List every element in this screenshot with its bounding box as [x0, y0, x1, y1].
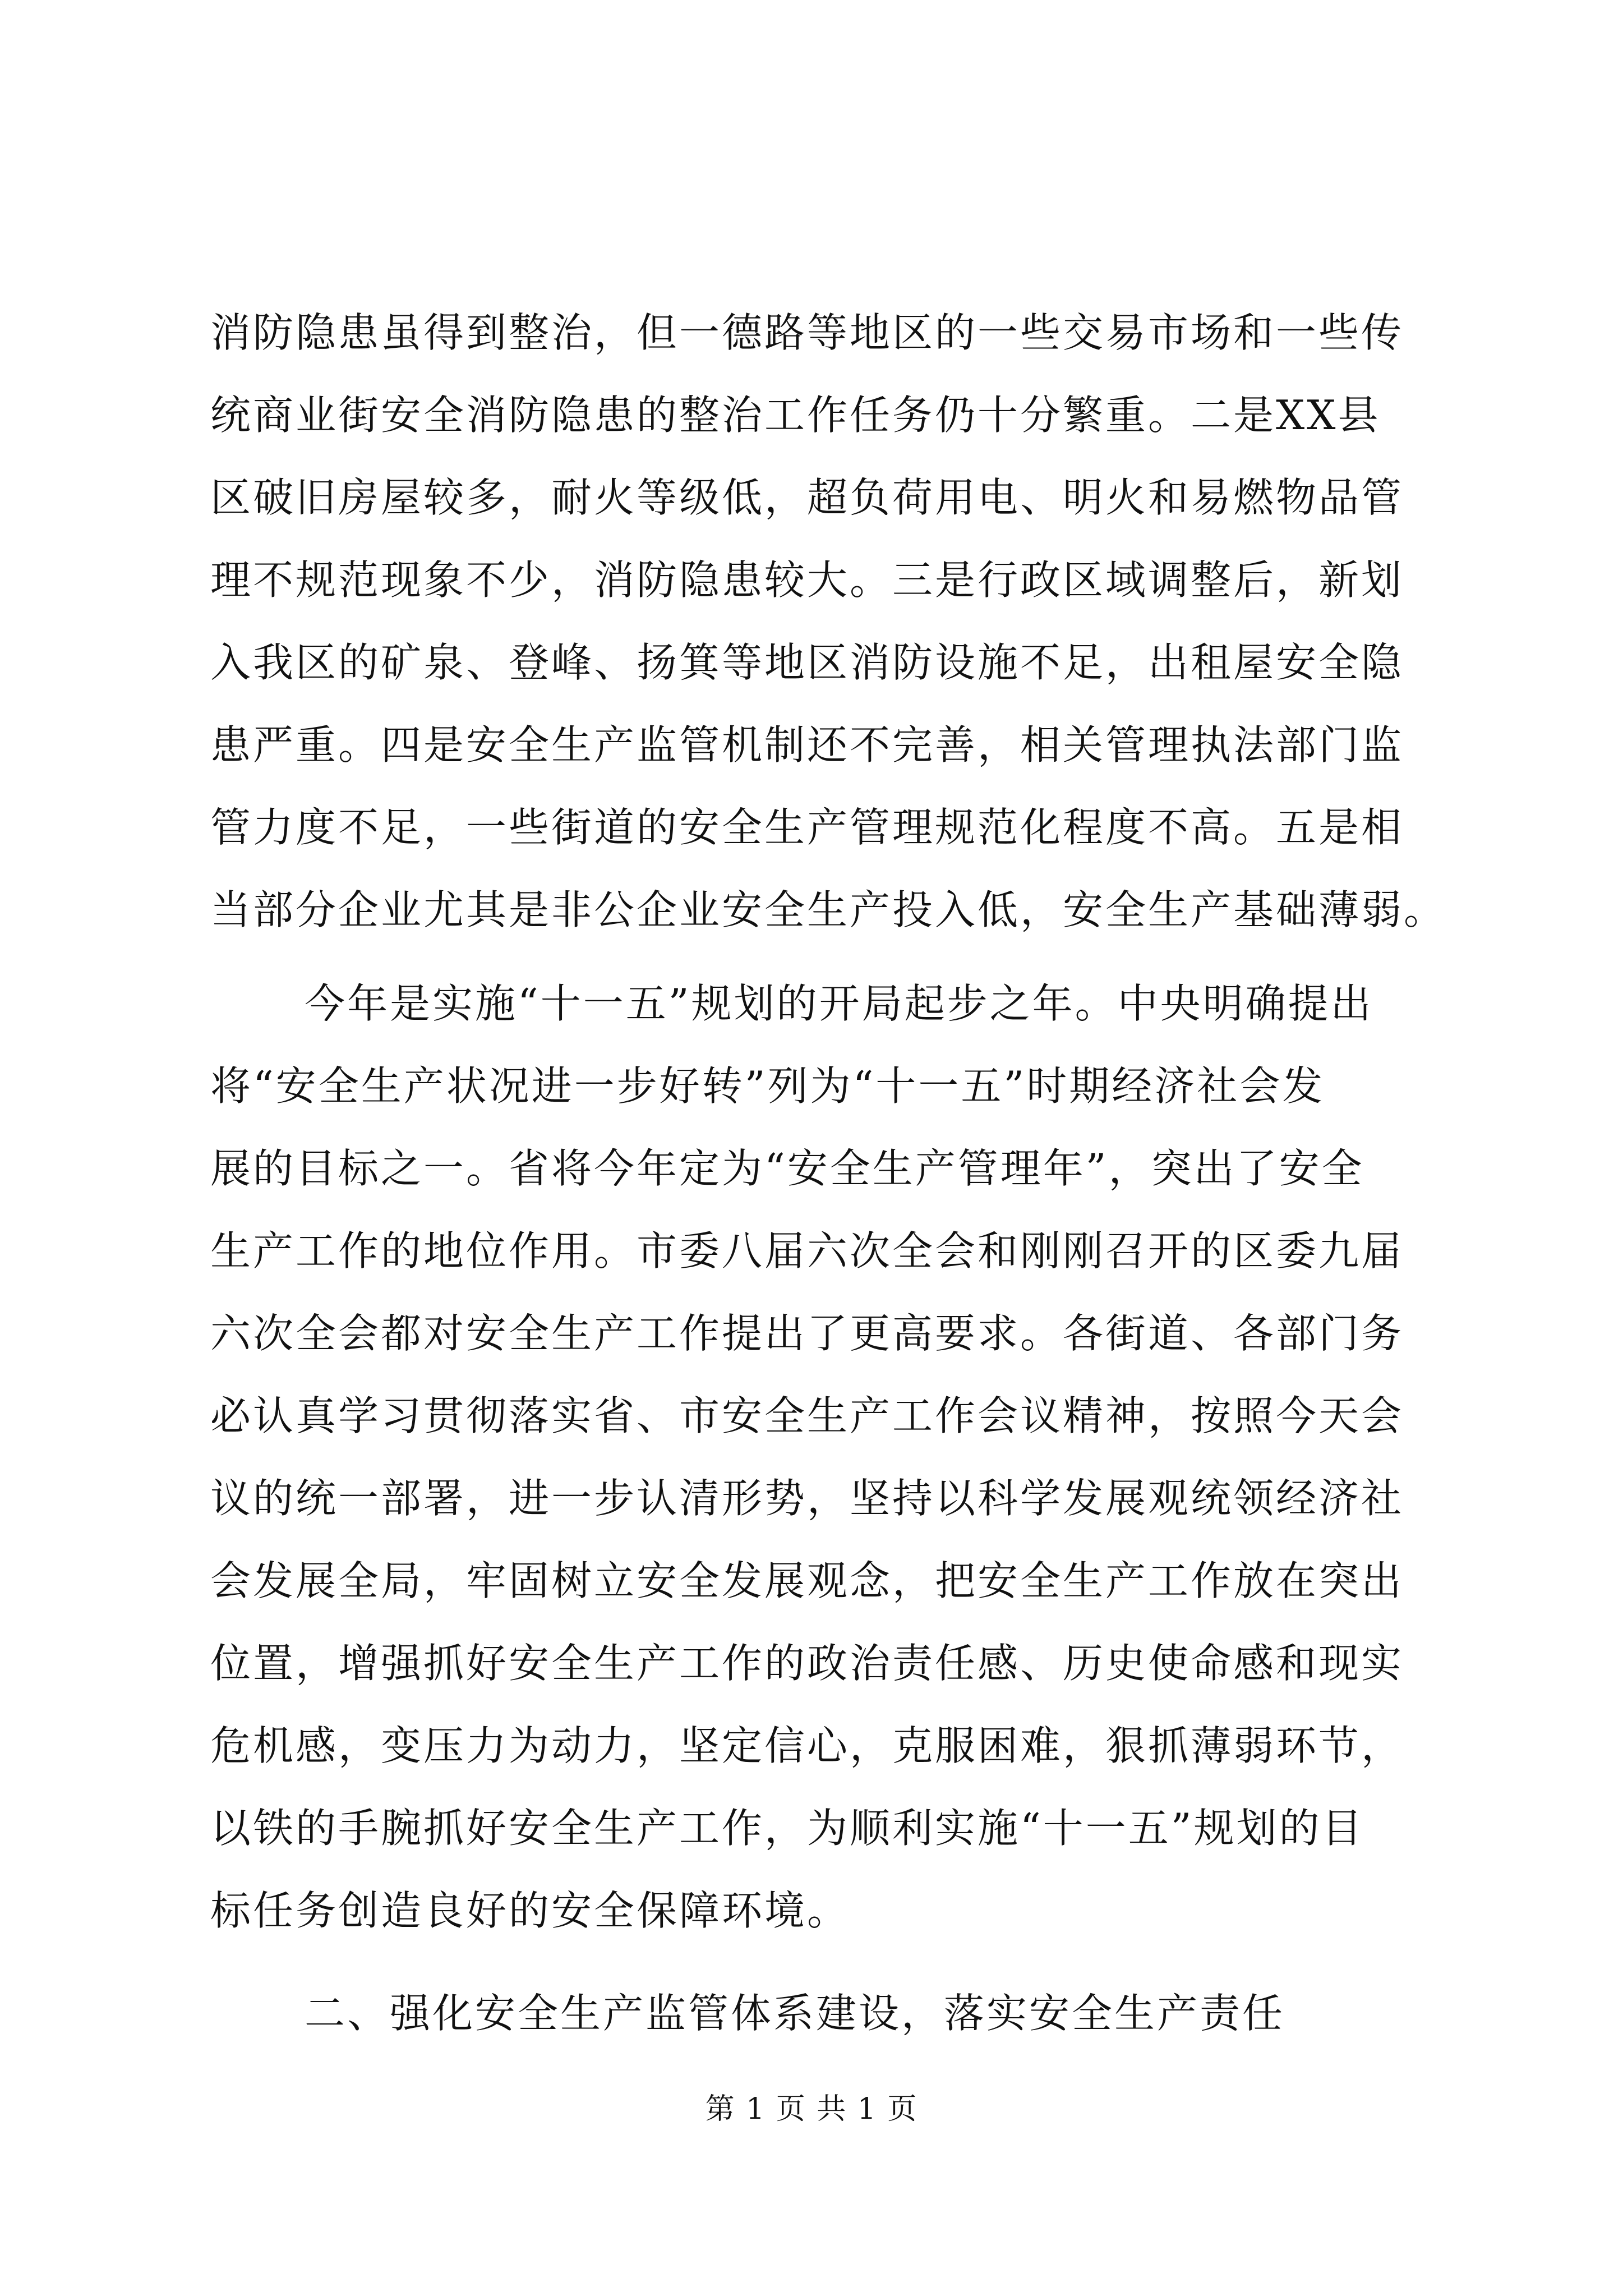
text-line: 六次全会都对安全生产工作提出了更高要求。各街道、各部门务 [210, 1310, 1404, 1357]
text-line: 当部分企业尤其是非公企业安全生产投入低，安全生产基础薄弱。 [210, 886, 1447, 933]
text-line: 消防隐患虽得到整治，但一德路等地区的一些交易市场和一些传 [210, 309, 1404, 356]
text-line: 标任务创造良好的安全保障环境。 [210, 1887, 850, 1934]
text-line: 患严重。四是安全生产监管机制还不完善，相关管理执法部门监 [210, 721, 1404, 769]
paragraph-2 [210, 963, 1427, 1952]
text-line: 理不规范现象不少，消防隐患较大。三是行政区域调整后，新划 [210, 556, 1404, 604]
text-line: 入我区的矿泉、登峰、扬箕等地区消防设施不足，出租屋安全隐 [210, 639, 1404, 686]
text-line: 位置，增强抓好安全生产工作的政治责任感、历史使命感和现实 [210, 1640, 1404, 1687]
text-line: 区破旧房屋较多，耐火等级低，超负荷用电、明火和易燃物品管 [210, 474, 1404, 521]
text-line: 必认真学习贯彻落实省、市安全生产工作会议精神，按照今天会 [210, 1392, 1404, 1439]
page-number-footer: 第 1 页 共 1 页 [705, 2092, 918, 2126]
paragraph-1 [210, 292, 1447, 951]
text-line: 将“安全生产状况进一步好转”列为“十一五”时期经济社会发 [210, 1062, 1325, 1110]
text-line: 今年是实施“十一五”规划的开局起步之年。中央明确提出 [305, 980, 1373, 1027]
text-line: 以铁的手腕抓好安全生产工作，为顺利实施“十一五”规划的目 [210, 1805, 1364, 1852]
section-heading: 二、强化安全生产监管体系建设，落实安全生产责任 [305, 1990, 1285, 2037]
text-line: 统商业街安全消防隐患的整治工作任务仍十分繁重。二是XX县 [210, 392, 1381, 439]
text-line: 会发展全局，牢固树立安全发展观念，把安全生产工作放在突出 [210, 1557, 1404, 1604]
document-body [210, 292, 1447, 2055]
text-line: 议的统一部署，进一步认清形势，坚持以科学发展观统领经济社 [210, 1475, 1404, 1522]
text-line: 展的目标之一。省将今年定为“安全生产管理年”，突出了安全 [210, 1145, 1364, 1192]
text-line: 管力度不足，一些街道的安全生产管理规范化程度不高。五是相 [210, 804, 1404, 851]
text-line: 危机感，变压力为动力，坚定信心，克服困难，狠抓薄弱环节， [210, 1722, 1404, 1769]
text-line: 生产工作的地位作用。市委八届六次全会和刚刚召开的区委九届 [210, 1227, 1404, 1274]
